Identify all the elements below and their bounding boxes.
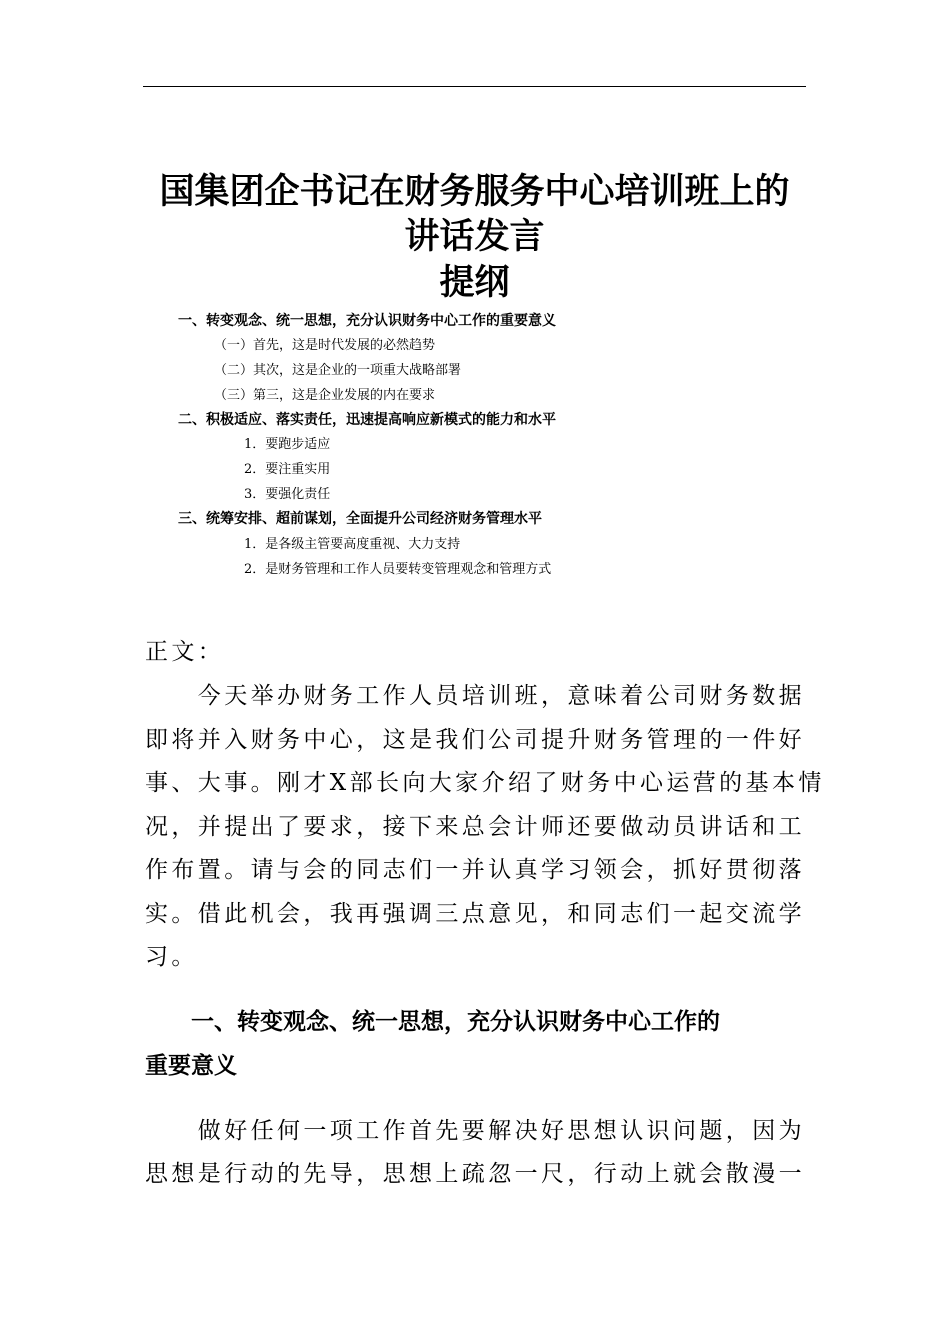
- paragraph-line: 做好任何一项工作首先要解决好思想认识问题，因为: [145, 1118, 805, 1144]
- paragraph-line: 思想是行动的先导，思想上疏忽一尺，行动上就会散漫一: [145, 1161, 805, 1187]
- paragraph-line: 作布置。请与会的同志们一并认真学习领会，抓好贯彻落: [145, 857, 805, 883]
- outline-item: （三）第三，这是企业发展的内在要求: [214, 388, 436, 403]
- paragraph-line: 事、大事。刚才X部长向大家介绍了财务中心运营的基本情: [145, 770, 825, 796]
- outline-item: 2．是财务管理和工作人员要转变管理观念和管理方式: [244, 562, 552, 577]
- outline-heading-3: 三、统筹安排、超前谋划，全面提升公司经济财务管理水平: [178, 511, 542, 527]
- outline-item: （二）其次，这是企业的一项重大战略部署: [214, 363, 462, 378]
- body-label: 正文：: [145, 639, 225, 665]
- outline-heading-2: 二、积极适应、落实责任，迅速提高响应新模式的能力和水平: [178, 412, 556, 428]
- section-heading-line: 一、转变观念、统一思想，充分认识财务中心工作的: [145, 1009, 720, 1035]
- header-rule: [143, 86, 806, 87]
- paragraph-line: 即将并入财务中心，这是我们公司提升财务管理的一件好: [145, 727, 805, 753]
- paragraph-line: 况，并提出了要求，接下来总会计师还要做动员讲话和工: [145, 814, 805, 840]
- outline-heading-1: 一、转变观念、统一思想，充分认识财务中心工作的重要意义: [178, 313, 556, 329]
- document-title-line-3: 提纲: [439, 263, 510, 303]
- outline-item: 2．要注重实用: [244, 462, 331, 477]
- outline-item: 1．要跑步适应: [244, 437, 331, 452]
- paragraph-line: 今天举办财务工作人员培训班，意味着公司财务数据: [145, 683, 805, 709]
- document-title-line-2: 讲话发言: [404, 217, 545, 257]
- outline-item: 1．是各级主管要高度重视、大力支持: [244, 537, 461, 552]
- paragraph-line: 实。借此机会，我再强调三点意见，和同志们一起交流学: [145, 901, 805, 927]
- section-heading-line: 重要意义: [145, 1053, 237, 1079]
- outline-item: （一）首先，这是时代发展的必然趋势: [214, 338, 436, 353]
- outline-item: 3．要强化责任: [244, 487, 331, 502]
- document-title-line-1: 国集团企书记在财务服务中心培训班上的: [159, 172, 790, 212]
- paragraph-line: 习。: [145, 944, 198, 970]
